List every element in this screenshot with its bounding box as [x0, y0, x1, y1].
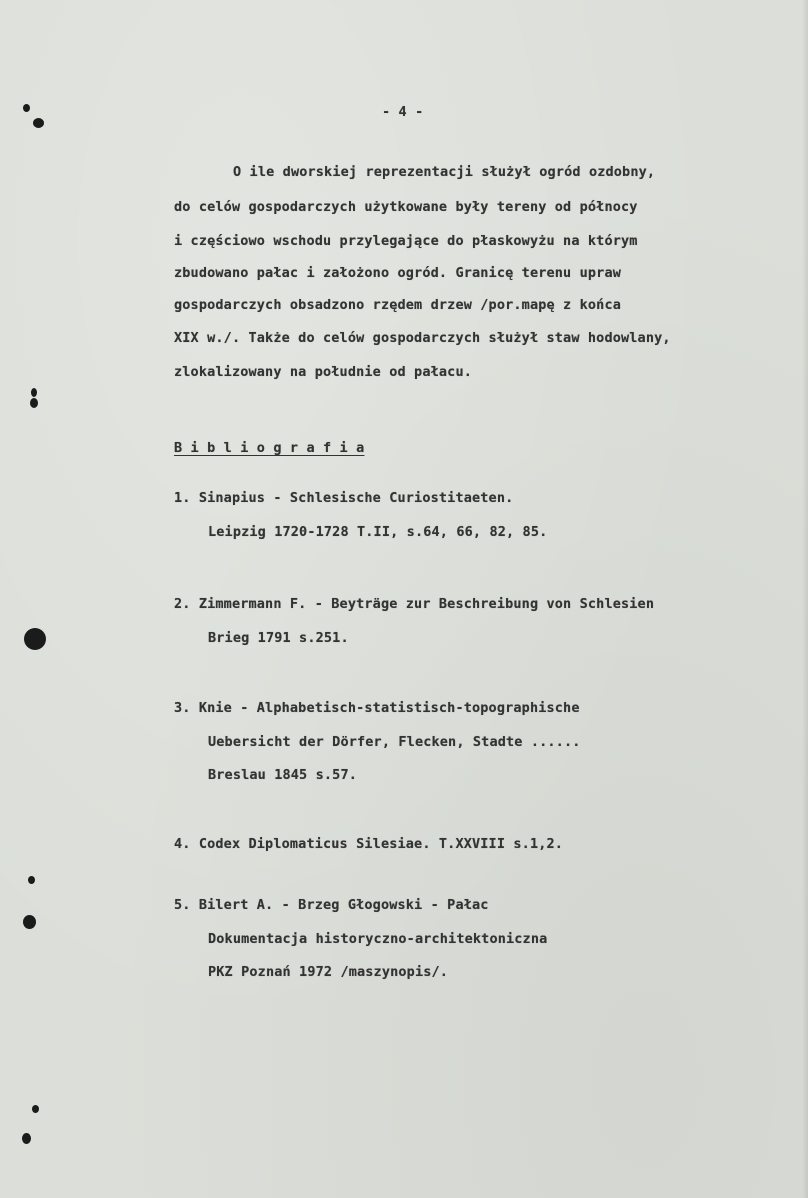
bibliography-heading: B i b l i o g r a f i a: [174, 440, 365, 456]
punch-hole-mark: [30, 398, 38, 408]
paper-edge-shadow: [802, 0, 808, 1198]
punch-hole-mark: [31, 388, 37, 397]
punch-hole-mark: [23, 104, 30, 112]
bibliography-entry-line: 4. Codex Diplomaticus Silesiae. T.XXVIII s.1,2.: [174, 836, 564, 852]
bibliography-entry-line: Dokumentacja historyczno-architektoniczna: [208, 931, 548, 947]
paragraph-line: gospodarczych obsadzono rzędem drzew /por.mapę z końca: [174, 297, 621, 313]
bibliography-entry-line: Brieg 1791 s.251.: [208, 630, 349, 646]
punch-hole-mark: [28, 876, 35, 884]
bibliography-entry-line: Leipzig 1720-1728 T.II, s.64, 66, 82, 85.: [208, 524, 548, 540]
paragraph-line: zlokalizowany na południe od pałacu.: [174, 364, 472, 380]
bibliography-entry-line: Uebersicht der Dörfer, Flecken, Stadte ......: [208, 734, 581, 750]
bibliography-entry-line: 2. Zimmermann F. - Beyträge zur Beschreibung von Schlesien: [174, 596, 655, 612]
punch-hole-mark: [24, 628, 46, 650]
paragraph-line: do celów gospodarczych użytkowane były tereny od północy: [174, 199, 638, 215]
punch-hole-mark: [32, 1105, 39, 1113]
paragraph-line: i częściowo wschodu przylegające do płaskowyżu na którym: [174, 233, 638, 249]
bibliography-entry-line: Breslau 1845 s.57.: [208, 767, 357, 783]
punch-hole-mark: [23, 915, 36, 929]
paragraph-line: zbudowano pałac i założono ogród. Granicę terenu upraw: [174, 265, 621, 281]
punch-hole-mark: [22, 1133, 31, 1144]
bibliography-entry-line: PKZ Poznań 1972 /maszynopis/.: [208, 964, 449, 980]
punch-hole-mark: [33, 118, 44, 128]
bibliography-entry-line: 5. Bilert A. - Brzeg Głogowski - Pałac: [174, 897, 489, 913]
paragraph-line: XIX w./. Także do celów gospodarczych służył staw hodowlany,: [174, 330, 671, 346]
bibliography-entry-line: 3. Knie - Alphabetisch-statistisch-topographische: [174, 700, 580, 716]
bibliography-entry-line: 1. Sinapius - Schlesische Curiostitaeten.: [174, 490, 514, 506]
paragraph-line: O ile dworskiej reprezentacji służył ogród ozdobny,: [233, 164, 656, 180]
page-number: - 4 -: [382, 104, 424, 120]
